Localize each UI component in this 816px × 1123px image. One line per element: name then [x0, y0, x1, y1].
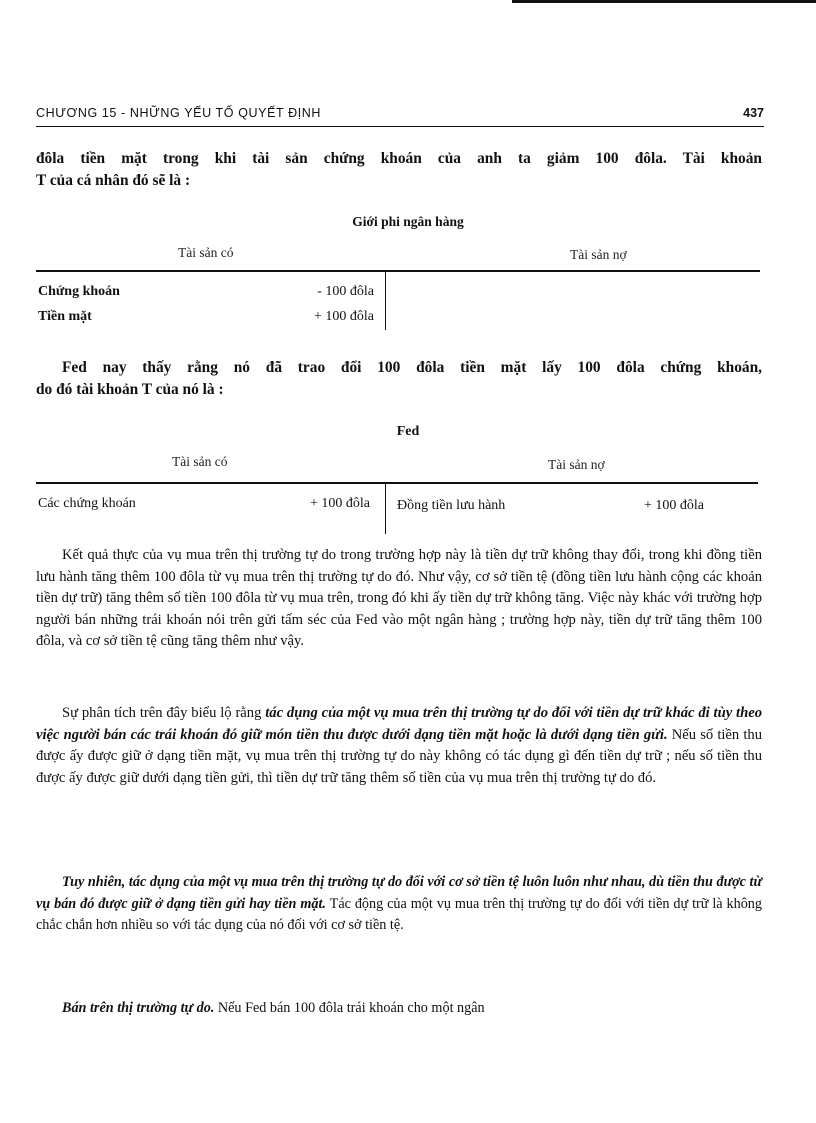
intro-paragraph — [36, 148, 762, 191]
table2-divider — [385, 482, 386, 534]
table1-liabilities-header: Tài sản nợ — [570, 247, 627, 262]
intro-line-1: đôla tiền mặt trong khi tài sản chứng khoán của anh ta giảm 100 đôla. Tài khoản — [36, 150, 762, 167]
table2-assets-header: Tài sản có — [172, 454, 228, 469]
fed-line-1: Fed nay thấy rằng nó đã trao đổi 100 đôla tiền mặt lấy 100 đôla chứng khoán, — [62, 359, 762, 376]
however-paragraph — [36, 872, 762, 937]
table1-row-label: Tiền mặt — [38, 309, 92, 324]
analysis-emphasis: tác dụng của một vụ mua trên thị trường tự do đối với tiền dự trữ khác đi tùy theo việc người bán các trái khoán đó giữ món tiền thu được dưới dạng tiền mặt hoặc là dưới dạng tiền gửi. — [36, 705, 762, 743]
table1-divider — [385, 270, 386, 330]
table2-header-rule — [36, 482, 758, 484]
table2-asset-value: + 100 đôla — [310, 496, 370, 511]
table2-liabilities-header: Tài sản nợ — [548, 457, 605, 472]
running-header — [36, 106, 764, 120]
however-rest: Tác động của một vụ mua trên thị trường tự do đối với tiền dự trữ là không chắc chắn hơn nhiều so với tác dụng của nó đối với cơ sở tiền tệ. — [36, 895, 762, 933]
top-edge-bar — [512, 0, 816, 3]
analysis-paragraph — [36, 703, 762, 789]
table2-asset-label: Các chứng khoán — [38, 496, 136, 511]
fed-line-2: do đó tài khoản T của nó là : — [36, 380, 224, 398]
analysis-rest: Nếu số tiền thu được ấy được giữ ở dạng tiền mặt, vụ mua trên thị trường tự do này không có tác dụng gì đến tiền dự trữ ; nếu số tiền thu được ấy được giữ dưới dạng tiền gửi, thì tiền dự trữ tăng thêm số tiền của vụ mua trên thị trường tự do đó. — [36, 726, 762, 786]
result-paragraph: Kết quả thực của vụ mua trên thị trường tự do trong trường hợp này là tiền dự trữ không thay đổi, trong khi đồng tiền lưu hành tăng thêm 100 đôla từ vụ mua trên thị trường tự do đó. Như vậy, cơ sở tiền tệ (đồng tiền lưu hành cộng các khoản tiền dự trữ) tăng thêm số tiền 100 đôla từ vụ mua trên, trong đó khi ấy tiền dự trữ không tăng. Việc này khác với trường hợp người bán những trái khoán nói trên gửi tấm séc của Fed vào một ngân hàng ; trường hợp này, tiền dự trữ tăng thêm 100 đôla, và cơ sở tiền tệ cũng tăng thêm như vậy. — [36, 547, 762, 649]
fed-paragraph — [36, 357, 762, 400]
table2-liability-label: Đồng tiền lưu hành — [397, 498, 506, 513]
header-rule — [36, 126, 764, 127]
page-number: 437 — [743, 106, 764, 120]
table1-row-value: + 100 đôla — [314, 309, 374, 324]
table1-header-rule — [36, 270, 760, 272]
sale-paragraph — [36, 998, 762, 1020]
table1-title: Giới phi ngân hàng — [352, 214, 464, 229]
table1-row-label: Chứng khoán — [38, 284, 120, 299]
sale-emphasis: Bán trên thị trường tự do. — [62, 1000, 215, 1016]
chapter-title: CHƯƠNG 15 - NHỮNG YẾU TỐ QUYẾT ĐỊNH — [36, 106, 322, 120]
table2-title: Fed — [396, 424, 420, 439]
sale-rest: Nếu Fed bán 100 đôla trái khoán cho một ngân — [214, 1000, 485, 1016]
however-emphasis: Tuy nhiên, tác dụng của một vụ mua trên thị trường tự do đối với cơ sở tiền tệ luôn luôn như nhau, dù tiền thu được từ vụ bán đó được giữ ở dạng tiền gửi hay tiền mặt. — [36, 874, 762, 912]
table2-liability-value: + 100 đôla — [644, 498, 704, 513]
intro-line-2: T của cá nhân đó sẽ là : — [36, 171, 191, 189]
table1-assets-header: Tài sản có — [178, 245, 234, 260]
analysis-plain-start: Sự phân tích trên đây biểu lộ rằng — [62, 705, 266, 721]
table1-row-value: - 100 đôla — [317, 284, 374, 299]
